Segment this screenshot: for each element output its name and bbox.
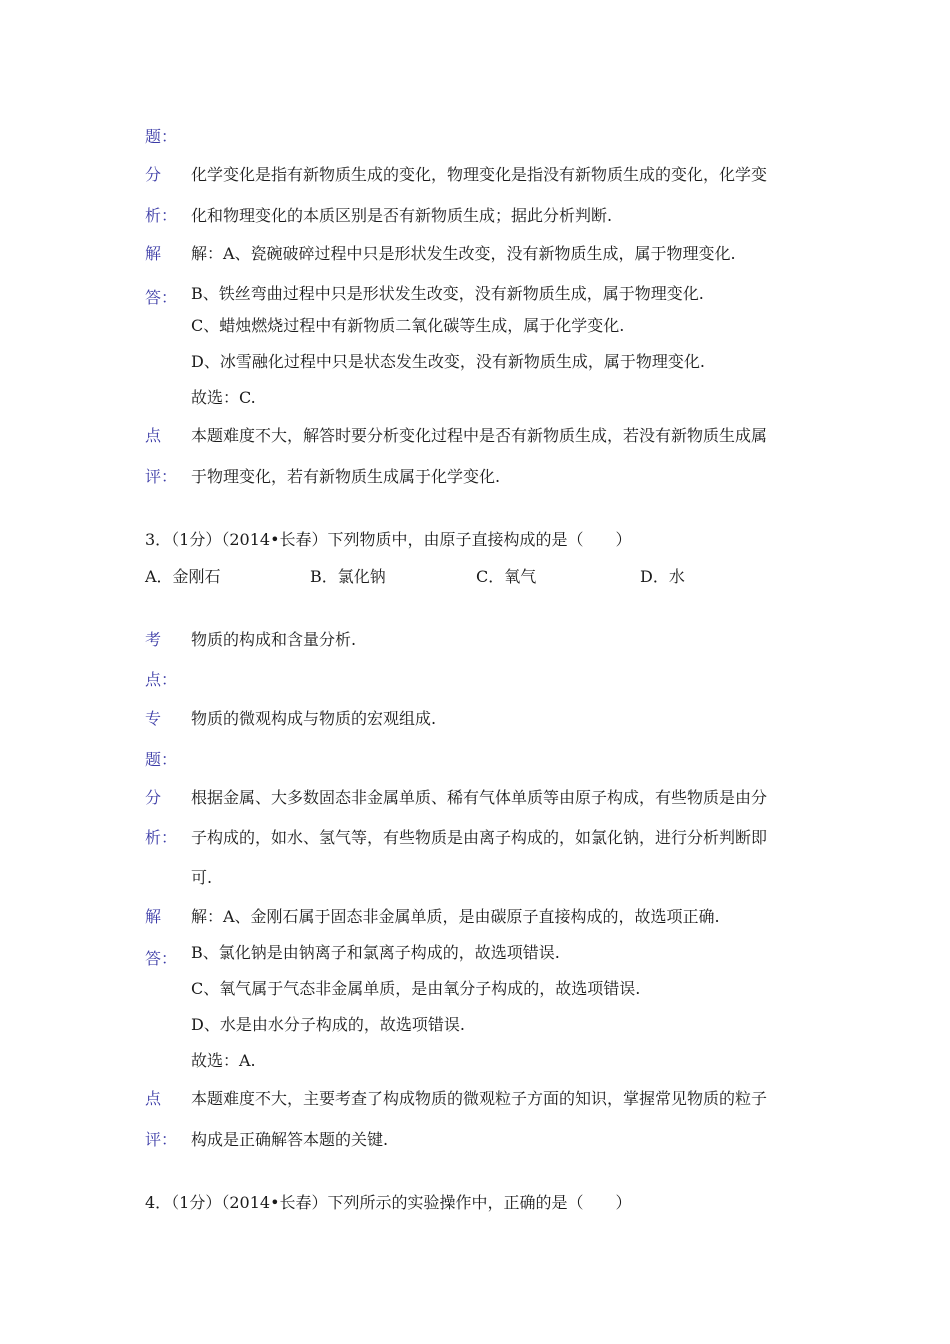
- section-label: 点：: [145, 670, 178, 689]
- q3-solution-row-3: [145, 977, 825, 1001]
- section-label: 专: [145, 709, 162, 728]
- analysis-text: 子构成的，如水、氢气等，有些物质是由离子构成的，如氯化钠，进行分析判断即: [191, 828, 768, 847]
- q2-solution-row-1: [145, 242, 825, 266]
- analysis-text: 根据金属、大多数固态非金属单质、稀有气体单质等由原子构成，有些物质是由分: [191, 788, 768, 807]
- analysis-text: 化学变化是指有新物质生成的变化，物理变化是指没有新物质生成的变化，化学变: [191, 165, 768, 184]
- solution-text: D、水是由水分子构成的，故选项错误.: [191, 1015, 465, 1034]
- section-label: 答：: [145, 949, 178, 968]
- q2-comment-row-2: [145, 465, 825, 489]
- comment-text: 构成是正确解答本题的关键.: [191, 1130, 389, 1149]
- q2-comment-row-1: [145, 424, 825, 448]
- q3-option-a: A．金刚石: [145, 567, 221, 586]
- section-label: 考: [145, 630, 162, 649]
- analysis-text: 化和物理变化的本质区别是否有新物质生成；据此分析判断.: [191, 206, 613, 225]
- q2-solution-row-3: [145, 314, 825, 338]
- solution-text: B、氯化钠是由钠离子和氯离子构成的，故选项错误.: [191, 943, 560, 962]
- q4-stem: 4．（1分）（2014•长春）下列所示的实验操作中，正确的是（ ）: [145, 1193, 632, 1212]
- q3-comment-row-2: [145, 1128, 825, 1152]
- q3-analysis-row-2: [145, 826, 825, 850]
- section-label: 析：: [145, 206, 178, 225]
- solution-text: B、铁丝弯曲过程中只是形状发生改变，没有新物质生成，属于物理变化.: [191, 284, 704, 303]
- comment-text: 本题难度不大，主要考查了构成物质的微观粒子方面的知识，掌握常见物质的粒子: [191, 1089, 768, 1108]
- section-label: 解: [145, 244, 162, 263]
- solution-text: 故选：A.: [191, 1051, 256, 1070]
- q3-analysis-row-1: [145, 786, 825, 810]
- section-label: 分: [145, 165, 162, 184]
- comment-text: 于物理变化，若有新物质生成属于化学变化.: [191, 467, 501, 486]
- q2-analysis-row-1: [145, 163, 825, 187]
- section-label: 题：: [145, 127, 178, 146]
- section-label: 解: [145, 907, 162, 926]
- q3-comment-row-1: [145, 1087, 825, 1111]
- solution-text: 故选：C.: [191, 388, 256, 407]
- q3-topic-row-1: [145, 707, 825, 731]
- topic-text: 物质的微观构成与物质的宏观组成.: [191, 709, 437, 728]
- solution-text: C、蜡烛燃烧过程中有新物质二氧化碳等生成，属于化学变化.: [191, 316, 625, 335]
- comment-text: 本题难度不大，解答时要分析变化过程中是否有新物质生成，若没有新物质生成属: [191, 426, 768, 445]
- q3-solution-row-5: [145, 1049, 825, 1073]
- solution-text: D、冰雪融化过程中只是状态发生改变，没有新物质生成，属于物理变化.: [191, 352, 705, 371]
- solution-text: C、氧气属于气态非金属单质，是由氧分子构成的，故选项错误.: [191, 979, 641, 998]
- point-text: 物质的构成和含量分析.: [191, 630, 357, 649]
- q3-option-b: B．氯化钠: [310, 567, 386, 586]
- q3-solution-row-1: [145, 905, 825, 929]
- section-label: 分: [145, 788, 162, 807]
- q3-point-row-1: [145, 628, 825, 652]
- q3-option-c: C．氧气: [476, 567, 537, 586]
- q2-solution-row-2: [145, 282, 825, 306]
- section-label: 评：: [145, 1130, 178, 1149]
- q3-solution-row-4: [145, 1013, 825, 1037]
- solution-text: 解：A、瓷碗破碎过程中只是形状发生改变，没有新物质生成，属于物理变化.: [191, 244, 736, 263]
- section-label: 点: [145, 426, 162, 445]
- q3-option-d: D．水: [640, 567, 685, 586]
- q3-topic-row-2: [145, 748, 825, 772]
- section-label: 答：: [145, 288, 178, 307]
- section-label: 析：: [145, 828, 178, 847]
- section-label: 点: [145, 1089, 162, 1108]
- q3-solution-row-2: [145, 941, 825, 968]
- solution-text: 解：A、金刚石属于固态非金属单质，是由碳原子直接构成的，故选项正确.: [191, 907, 720, 926]
- section-label: 评：: [145, 467, 178, 486]
- q3-point-row-2: [145, 668, 825, 692]
- q2-solution-row-5: [145, 386, 825, 410]
- q2-analysis-row-2: [145, 204, 825, 228]
- q2-topic-tail: [145, 125, 825, 149]
- q3-stem: 3．（1分）（2014•长春）下列物质中，由原子直接构成的是（ ）: [145, 530, 632, 549]
- analysis-text: 可.: [191, 868, 213, 887]
- q3-analysis-row-3: [145, 866, 825, 890]
- section-label: 题：: [145, 750, 178, 769]
- q2-solution-row-4: [145, 350, 825, 374]
